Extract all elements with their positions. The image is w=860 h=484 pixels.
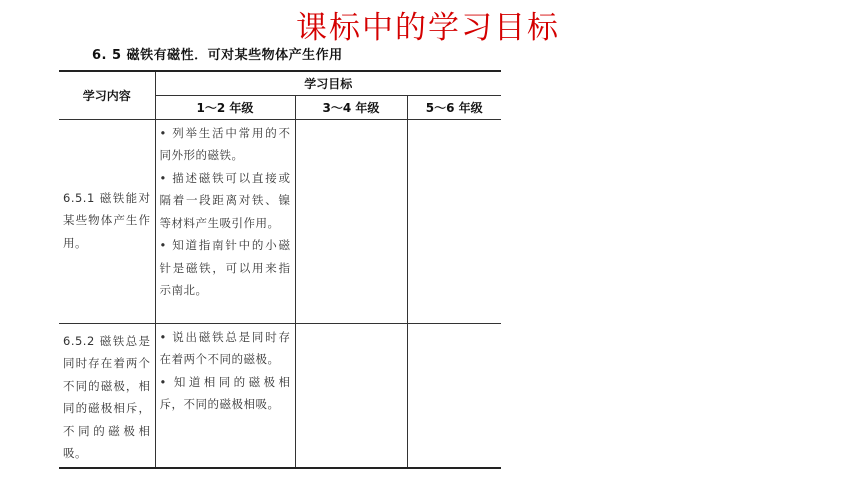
row2-goals-1-2-cell [155, 323, 295, 468]
row1-goals-3-4-cell [295, 119, 407, 323]
row1-goal-3: • 知道指南针中的小磁针是磁铁，可以用来指示南北。 [159, 238, 291, 297]
header-learning-content: 学习内容 [59, 71, 155, 119]
row2-goal-2: • 知道相同的磁极相斥，不同的磁极相吸。 [159, 374, 291, 411]
row2-goals-3-4-cell [295, 323, 407, 468]
row2-content-cell [59, 323, 155, 468]
row1-goals-5-6-cell [407, 119, 501, 323]
row1-goals-1-2-cell [155, 119, 295, 323]
header-grade-5-6: 5～6 年级 [407, 95, 501, 119]
row2-content-text: 6.5.2 磁铁总是同时存在着两个不同的磁极，相同的磁极相斥，不同的磁极相吸。 [63, 333, 151, 460]
row2-goals-5-6-cell [407, 323, 501, 468]
row1-content-cell [59, 119, 155, 323]
table-row [59, 119, 501, 323]
row1-goal-2: • 描述磁铁可以直接或隔着一段距离对铁、镍等材料产生吸引作用。 [159, 170, 291, 230]
header-grade-1-2: 1～2 年级 [155, 95, 295, 119]
row1-content-text: 6.5.1 磁铁能对某些物体产生作用。 [63, 190, 151, 250]
header-grade-3-4: 3～4 年级 [295, 95, 407, 119]
page-title: 课标中的学习目标 [296, 10, 560, 46]
row2-goal-1: • 说出磁铁总是同时存在着两个不同的磁极。 [159, 329, 291, 366]
learning-goals-table [59, 70, 501, 469]
table-row [59, 323, 501, 468]
row1-goal-1: • 列举生活中常用的不同外形的磁铁。 [159, 125, 291, 162]
section-heading: 6. 5 磁铁有磁性．可对某些物体产生作用 [92, 48, 343, 63]
header-learning-goals: 学习目标 [155, 71, 501, 95]
